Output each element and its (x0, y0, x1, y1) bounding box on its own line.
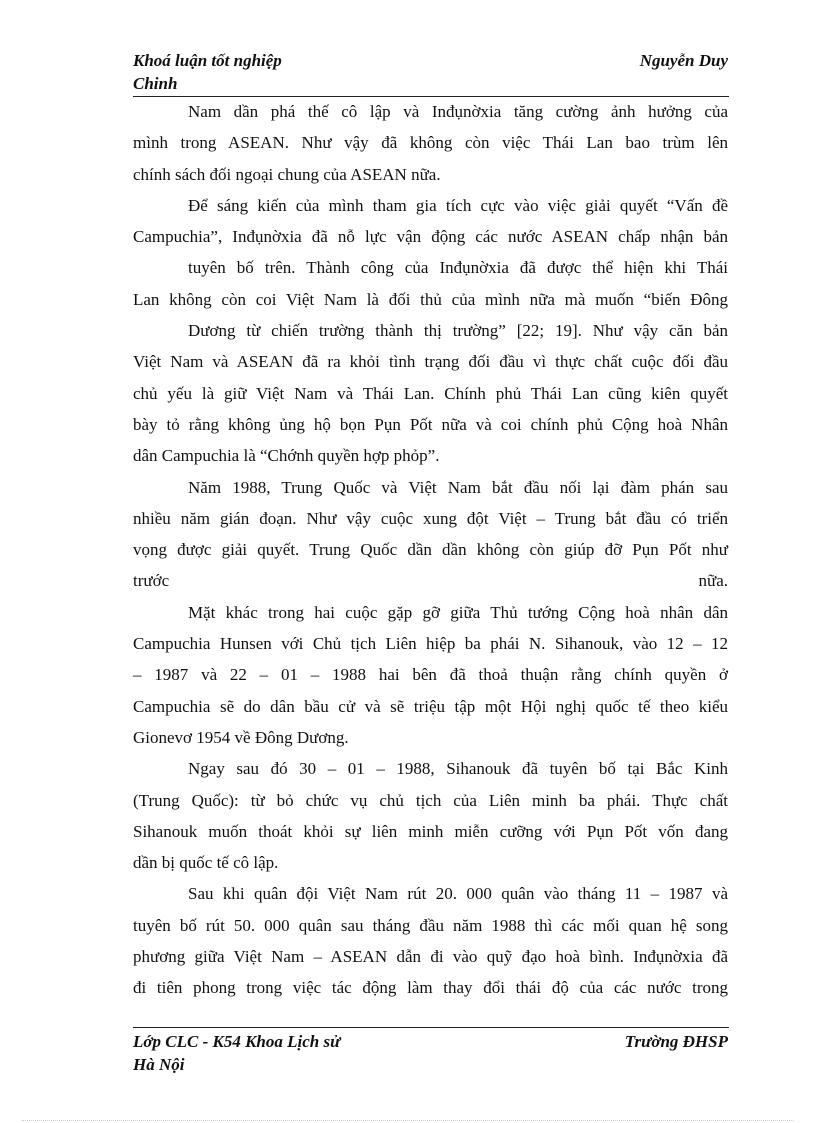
text-line: Sihanouk muốn thoát khỏi sự liên minh miễn cưỡng với Pụn Pốt vốn đang (133, 821, 728, 841)
text-line: Campuchia Hunsen với Chủ tịch Liên hiệp ba phái N. Sihanouk, vào 12 – 12 (133, 634, 728, 654)
text-line: – 1987 và 22 – 01 – 1988 hai bên đã thoả thuận rằng chính quyền ở (133, 665, 728, 685)
text-line: chính sách đối ngoại chung của ASEAN nữa. (133, 164, 441, 184)
text-line: mình trong ASEAN. Như vậy đã không còn việc Thái Lan bao trùm lên (133, 133, 728, 153)
text-line: nhiều năm gián đoạn. Như vậy cuộc xung đột Việt – Trung bắt đầu có triển (133, 508, 728, 528)
text-line: Lan không còn coi Việt Nam là đối thủ của mình nữa mà muốn “biến Đông (133, 289, 728, 309)
text-line: vọng được giải quyết. Trung Quốc dần dần không còn giúp đỡ Pụn Pốt như (133, 540, 728, 560)
footer-left-text: Lớp CLC - K54 Khoa Lịch sử (133, 1032, 341, 1051)
text-line: bày tỏ rằng không ủng hộ bọn Pụn Pốt nữa và coi chính phủ Cộng hoà Nhân (133, 414, 728, 434)
text-line: Dương từ chiến trường thành thị trường” [22; 19]. Như vậy căn bản (188, 321, 728, 341)
body-text (133, 96, 728, 1004)
text-line: Gionevơ 1954 về Đông Dương. (133, 727, 349, 747)
footer-rule (133, 1027, 729, 1028)
header-right-text: Nguyễn Duy (639, 51, 728, 70)
text-line: Nam dần phá thế cô lập và Inđụnờxia tăng cường ảnh hưởng của (188, 102, 728, 121)
header-left-tail: Chinh (133, 74, 178, 93)
text-line: Để sáng kiến của mình tham gia tích cực vào việc giải quyết “Vấn đề (188, 195, 728, 215)
text-line: phương giữa Việt Nam – ASEAN dẫn đi vào quỹ đạo hoà bình. Inđụnờxia đã (133, 947, 728, 967)
footer-left-tail: Hà Nội (133, 1055, 185, 1074)
text-line: chủ yếu là giữ Việt Nam và Thái Lan. Chính phủ Thái Lan cũng kiên quyết (133, 383, 728, 403)
text-line: trước nữa. (133, 571, 728, 591)
text-line: đi tiên phong trong việc tác động làm thay đổi thái độ của các nước trong (133, 978, 728, 998)
text-line: Sau khi quân đội Việt Nam rút 20. 000 quân vào tháng 11 – 1987 và (188, 884, 728, 904)
footer-right-text: Trường ĐHSP (624, 1032, 728, 1051)
text-line: Ngay sau đó 30 – 01 – 1988, Sihanouk đã tuyên bố tại Bắc Kinh (188, 759, 728, 779)
text-line: tuyên bố trên. Thành công của Inđụnờxia đã được thể hiện khi Thái (188, 258, 728, 278)
header-left-text: Khoá luận tốt nghiệp (133, 51, 282, 70)
text-line: dần bị quốc tế cô lập. (133, 853, 279, 873)
text-line: Năm 1988, Trung Quốc và Việt Nam bắt đầu nối lại đàm phán sau (188, 477, 728, 497)
page-edge-divider (22, 1120, 794, 1121)
text-line: (Trung Quốc): từ bỏ chức vụ chủ tịch của Liên minh ba phái. Thực chất (133, 790, 728, 810)
text-line: Việt Nam và ASEAN đã ra khỏi tình trạng đối đầu vì thực chất cuộc đối đầu (133, 352, 728, 372)
text-line: Mặt khác trong hai cuộc gặp gỡ giữa Thủ tướng Cộng hoà nhân dân (188, 602, 728, 622)
text-line: tuyên bố rút 50. 000 quân sau tháng đầu năm 1988 thì các mối quan hệ song (133, 915, 728, 935)
text-line: Campuchia sẽ do dân bầu cử và sẽ triệu tập một Hội nghị quốc tế theo kiểu (133, 696, 728, 716)
text-line: Campuchia”, Inđụnờxia đã nỗ lực vận động các nước ASEAN chấp nhận bản (133, 227, 728, 247)
text-line: dân Campuchia là “Chớnh quyền hợp phỏp”. (133, 446, 440, 466)
